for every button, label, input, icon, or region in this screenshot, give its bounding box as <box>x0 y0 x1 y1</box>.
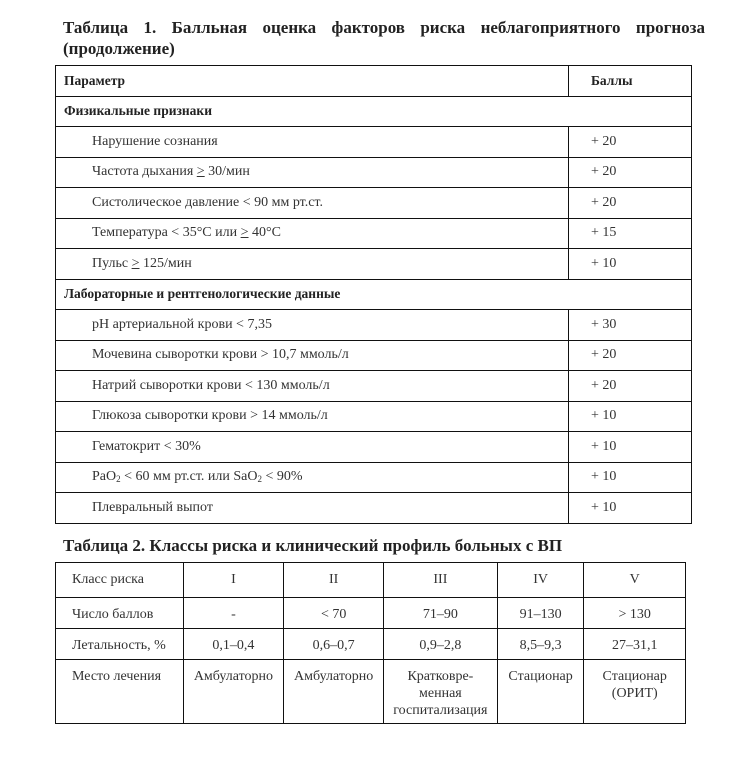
score-cell: + 10 <box>569 401 692 432</box>
ge-symbol: > <box>196 164 205 180</box>
table-row <box>56 157 692 188</box>
score-cell: + 10 <box>569 462 692 493</box>
param-text: Частота дыхания <box>92 164 197 180</box>
cell: 91–130 <box>497 598 584 629</box>
param-text: Пульс <box>92 255 132 271</box>
cell: Стационар (ОРИТ) <box>584 660 686 724</box>
param-cell <box>56 218 569 249</box>
param-text: 125/мин <box>139 255 192 271</box>
param-cell: Плевральный выпот <box>56 493 569 524</box>
param-cell: Систолическое давление < 90 мм рт.ст. <box>56 188 569 219</box>
row-label: Класс риска <box>56 563 184 598</box>
table1-title-line2: (продолжение) <box>63 39 175 58</box>
param-text: Температура < 35°C или <box>92 225 241 241</box>
cell: Амбулаторно <box>284 660 384 724</box>
table1-title <box>63 17 705 59</box>
subscript: 2 <box>116 474 121 485</box>
section-row-physical <box>56 96 692 127</box>
param-text: < 60 мм рт.ст. или SaO <box>120 469 258 485</box>
cell: II <box>284 563 384 598</box>
row-label: Место лечения <box>56 660 184 724</box>
param-text: < 90% <box>261 469 303 485</box>
table-row <box>56 310 692 341</box>
cell: V <box>584 563 686 598</box>
cell: Стационар <box>497 660 584 724</box>
param-cell: Натрий сыворотки крови < 130 ммоль/л <box>56 371 569 402</box>
param-cell: Глюкоза сыворотки крови > 14 ммоль/л <box>56 401 569 432</box>
cell: 27–31,1 <box>584 629 686 660</box>
cell: IV <box>497 563 584 598</box>
score-cell: + 20 <box>569 371 692 402</box>
risk-class-table <box>55 562 686 724</box>
table-row <box>56 249 692 280</box>
table-row <box>56 127 692 158</box>
cell: 0,6–0,7 <box>284 629 384 660</box>
cell: Кратковре- менная госпитализация <box>384 660 498 724</box>
cell: 8,5–9,3 <box>497 629 584 660</box>
cell: < 70 <box>284 598 384 629</box>
score-cell: + 10 <box>569 249 692 280</box>
cell: 0,9–2,8 <box>384 629 498 660</box>
score-cell: + 30 <box>569 310 692 341</box>
table1-header-row <box>56 66 692 97</box>
section-title-physical: Физикальные признаки <box>56 96 692 127</box>
risk-class-row <box>56 563 686 598</box>
cell: I <box>183 563 284 598</box>
row-label: Число баллов <box>56 598 184 629</box>
section-row-lab <box>56 279 692 310</box>
ge-symbol: > <box>240 225 249 241</box>
header-score: Баллы <box>569 66 692 97</box>
param-cell: Гематокрит < 30% <box>56 432 569 463</box>
table-row <box>56 462 692 493</box>
section-title-lab: Лабораторные и рентгенологические данные <box>56 279 692 310</box>
table-row <box>56 493 692 524</box>
param-text: PaO <box>92 469 117 485</box>
param-cell <box>56 157 569 188</box>
table-row <box>56 340 692 371</box>
cell: Амбулаторно <box>183 660 284 724</box>
table-row <box>56 218 692 249</box>
score-cell: + 15 <box>569 218 692 249</box>
table-row <box>56 432 692 463</box>
param-text: 40°C <box>248 225 281 241</box>
param-cell <box>56 462 569 493</box>
table-row <box>56 188 692 219</box>
score-cell: + 20 <box>569 340 692 371</box>
cell: 71–90 <box>384 598 498 629</box>
param-cell: pH артериальной крови < 7,35 <box>56 310 569 341</box>
risk-score-table <box>55 65 692 524</box>
subscript: 2 <box>257 474 262 485</box>
score-range-row <box>56 598 686 629</box>
table-row <box>56 371 692 402</box>
table2-title: Таблица 2. Классы риска и клинический профиль больных с ВП <box>63 536 563 555</box>
param-cell: Мочевина сыворотки крови > 10,7 ммоль/л <box>56 340 569 371</box>
cell: III <box>384 563 498 598</box>
table1-title-line1: Таблица 1. Балльная оценка факторов риска неблагоприятного прогноза <box>63 18 705 37</box>
treatment-place-row <box>56 660 686 724</box>
table-row <box>56 401 692 432</box>
score-cell: + 20 <box>569 157 692 188</box>
cell: - <box>183 598 284 629</box>
param-cell <box>56 249 569 280</box>
header-param: Параметр <box>56 66 569 97</box>
mortality-row <box>56 629 686 660</box>
score-cell: + 20 <box>569 188 692 219</box>
param-cell: Нарушение сознания <box>56 127 569 158</box>
param-text: 30/мин <box>204 164 250 180</box>
cell: > 130 <box>584 598 686 629</box>
ge-symbol: > <box>131 255 140 271</box>
score-cell: + 10 <box>569 493 692 524</box>
score-cell: + 20 <box>569 127 692 158</box>
cell: 0,1–0,4 <box>183 629 284 660</box>
row-label: Летальность, % <box>56 629 184 660</box>
score-cell: + 10 <box>569 432 692 463</box>
